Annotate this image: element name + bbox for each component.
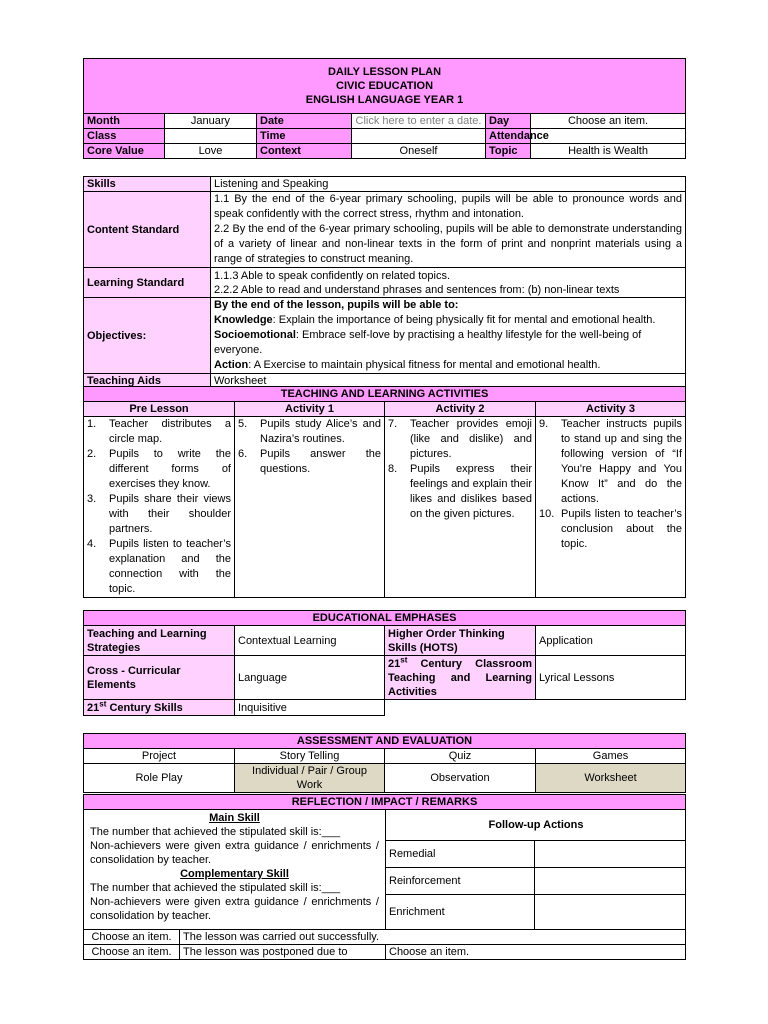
action-label: Action — [214, 359, 249, 371]
date-label: Date — [257, 114, 352, 129]
pre-lesson-header: Pre Lesson — [84, 402, 235, 417]
core-value-label: Core Value — [84, 144, 165, 159]
activities-table — [83, 386, 686, 598]
assessment-observation[interactable]: Observation — [385, 764, 536, 793]
learning-standard-2: 2.2.2 Able to read and understand phrases and sentences from: (b) non-linear texts — [214, 283, 620, 296]
action-text: : A Exercise to maintain physical fitness for mental and emotional health. — [248, 359, 601, 371]
list-item: 5. Pupils study Alice’s and Nazira’s routines. — [238, 418, 381, 445]
main-skill-heading: Main Skill — [209, 812, 260, 824]
lesson-postponed-text: The lesson was postponed due to — [180, 945, 386, 960]
pre-lesson-cell[interactable] — [84, 417, 235, 598]
list-item: 4. Pupils listen to teacher’s explanation and the connection with the topic. — [87, 538, 231, 595]
assessment-project[interactable]: Project — [84, 749, 235, 764]
assessment-table — [83, 733, 686, 793]
activity-3-list — [539, 417, 682, 552]
date-picker[interactable]: Click here to enter a date. — [352, 114, 486, 129]
list-item: 8. Pupils express their feelings and explain their likes and dislikes based on the given pictures. — [388, 463, 532, 520]
day-dropdown[interactable]: Choose an item. — [531, 114, 686, 129]
objective-action — [214, 358, 682, 373]
activity-1-list — [238, 417, 381, 477]
skills-label: Skills — [84, 177, 211, 192]
enrichment-value[interactable] — [534, 894, 686, 929]
followup-cell — [386, 810, 686, 930]
activity-2-list — [388, 417, 532, 522]
content-standard-1: 1.1 By the end of the 6-year primary schooling, pupils will be able to pronounce words and speak confidently with the correct stress, rhythm and intonation. — [214, 193, 682, 220]
class-value[interactable] — [165, 129, 257, 144]
activity-1-header: Activity 1 — [235, 402, 385, 417]
c21-classroom-label: 21st Century Classroom Teaching and Learning Activities — [385, 656, 536, 700]
teaching-aids-label: Teaching Aids — [84, 374, 211, 389]
list-item: 7. Teacher provides emoji (like and dislike) and pictures. — [388, 418, 532, 460]
remedial-label: Remedial — [386, 840, 534, 867]
knowledge-text: : Explain the importance of being physically fit for mental and emotional health. — [272, 314, 656, 326]
c21-classroom-value[interactable]: Lyrical Lessons — [536, 656, 686, 700]
assessment-heading: ASSESSMENT AND EVALUATION — [84, 734, 686, 749]
learning-standard-label: Learning Standard — [84, 268, 211, 298]
skill-notes[interactable] — [84, 810, 386, 930]
skills-value[interactable]: Listening and Speaking — [211, 177, 686, 192]
assessment-role-play[interactable]: Role Play — [84, 764, 235, 793]
assessment-quiz[interactable]: Quiz — [385, 749, 536, 764]
assessment-story-telling[interactable]: Story Telling — [235, 749, 385, 764]
teaching-aids-value[interactable]: Worksheet — [211, 374, 686, 389]
socioemotional-text: : Embrace self-love by practising a healthy lifestyle for the well-being of everyone. — [214, 329, 642, 356]
emphases-table — [83, 610, 686, 716]
assessment-games[interactable]: Games — [536, 749, 686, 764]
reflection-heading: REFLECTION / IMPACT / REMARKS — [84, 795, 686, 810]
followup-heading: Follow-up Actions — [386, 810, 686, 840]
attendance-label: Attendance — [486, 129, 531, 144]
status-dropdown-2[interactable]: Choose an item. — [84, 945, 180, 960]
month-label: Month — [84, 114, 165, 129]
context-value[interactable]: Oneself — [352, 144, 486, 159]
objectives-value[interactable] — [211, 298, 686, 374]
objective-socioemotional — [214, 328, 682, 358]
activity-2-cell[interactable] — [385, 417, 536, 598]
activity-2-header: Activity 2 — [385, 402, 536, 417]
objectives-label: Objectives: — [84, 298, 211, 374]
cce-label: Cross - Curricular Elements — [84, 656, 235, 700]
standards-table — [83, 176, 686, 389]
title-line-2: CIVIC EDUCATION — [336, 80, 434, 92]
status-dropdown-1[interactable]: Choose an item. — [84, 930, 180, 945]
assessment-worksheet[interactable]: Worksheet — [536, 764, 686, 793]
hots-value[interactable]: Application — [536, 626, 686, 656]
title-line-1: DAILY LESSON PLAN — [327, 66, 442, 78]
remedial-value[interactable] — [534, 840, 686, 867]
cce-value[interactable]: Language — [235, 656, 385, 700]
hots-label: Higher Order Thinking Skills (HOTS) — [385, 626, 536, 656]
plan-title — [84, 59, 686, 114]
pre-lesson-list — [87, 417, 231, 597]
content-standard-label: Content Standard — [84, 192, 211, 268]
activity-3-cell[interactable] — [536, 417, 686, 598]
time-value[interactable] — [352, 129, 486, 144]
complementary-skill-line-2: Non-achievers were given extra guidance / enrichments / consolidation by teacher. — [90, 896, 379, 922]
followup-table — [386, 810, 686, 929]
emphases-heading: EDUCATIONAL EMPHASES — [84, 611, 686, 626]
header-table — [83, 58, 686, 159]
activity-1-cell[interactable] — [235, 417, 385, 598]
main-skill-line-1: The number that achieved the stipulated skill is:___ — [90, 826, 341, 838]
attendance-value[interactable] — [531, 129, 686, 144]
day-label: Day — [486, 114, 531, 129]
list-item: 1. Teacher distributes a circle map. — [87, 418, 231, 445]
content-standard-2: 2.2 By the end of the 6-year primary schooling, pupils will be able to demonstrate understanding of a variety of linear and non-linear texts in the form of print and nonprint materials using a range of strategies to construct meaning. — [214, 223, 682, 265]
class-label: Class — [84, 129, 165, 144]
list-item: 2. Pupils to write the different forms of exercises they know. — [87, 448, 231, 490]
reinforcement-label: Reinforcement — [386, 867, 534, 894]
socioemotional-label: Socioemotional — [214, 329, 296, 341]
list-item: 10. Pupils listen to teacher’s conclusion about the topic. — [539, 508, 683, 550]
time-label: Time — [257, 129, 352, 144]
lesson-success-text: The lesson was carried out successfully. — [180, 930, 686, 945]
c21-skills-value[interactable]: Inquisitive — [235, 700, 385, 716]
enrichment-label: Enrichment — [386, 894, 534, 929]
complementary-skill-line-1: The number that achieved the stipulated skill is:___ — [90, 882, 341, 894]
learning-standard-value[interactable] — [211, 268, 686, 298]
complementary-skill-heading: Complementary Skill — [180, 868, 289, 880]
reflection-table — [83, 794, 686, 960]
c21-skills-label: 21st Century Skills — [84, 700, 235, 716]
assessment-group-work[interactable]: Individual / Pair / Group Work — [235, 764, 385, 793]
knowledge-label: Knowledge — [214, 314, 273, 326]
list-item: 3. Pupils share their views with their shoulder partners. — [87, 493, 231, 535]
title-line-3: ENGLISH LANGUAGE YEAR 1 — [305, 94, 464, 106]
month-value[interactable]: January — [165, 114, 257, 129]
tls-value[interactable]: Contextual Learning — [235, 626, 385, 656]
main-skill-line-2: Non-achievers were given extra guidance / enrichments / consolidation by teacher. — [90, 840, 379, 866]
empty-cell — [536, 700, 686, 716]
list-item: 9. Teacher instructs pupils to stand up and sing the following version of “If You’re Happy and You Know It” and do the actions. — [539, 418, 683, 505]
core-value-value[interactable]: Love — [165, 144, 257, 159]
tls-label: Teaching and Learning Strategies — [84, 626, 235, 656]
learning-standard-1: 1.1.3 Able to speak confidently on related topics. — [214, 269, 451, 282]
empty-cell — [385, 700, 536, 716]
topic-label: Topic — [486, 144, 531, 159]
objectives-intro: By the end of the lesson, pupils will be able to: — [214, 299, 459, 311]
content-standard-value[interactable] — [211, 192, 686, 268]
objective-knowledge — [214, 313, 682, 328]
postponed-reason-dropdown[interactable]: Choose an item. — [386, 945, 686, 960]
context-label: Context — [257, 144, 352, 159]
list-item: 6. Pupils answer the questions. — [238, 448, 381, 475]
activities-heading: TEACHING AND LEARNING ACTIVITIES — [84, 387, 686, 402]
reinforcement-value[interactable] — [534, 867, 686, 894]
activity-3-header: Activity 3 — [536, 402, 686, 417]
topic-value[interactable]: Health is Wealth — [531, 144, 686, 159]
